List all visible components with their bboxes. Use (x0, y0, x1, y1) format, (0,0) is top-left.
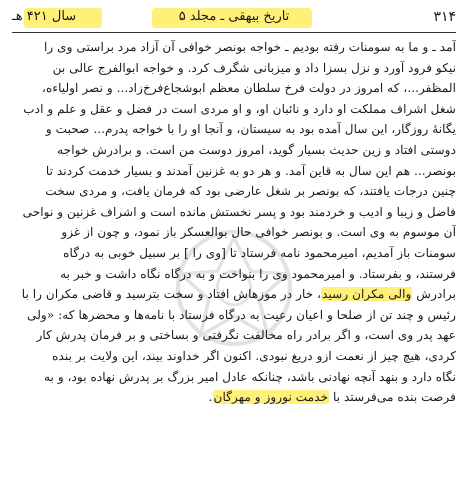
text-line: سومنات باز آمدیم، امیرمحمود نامه فرستاد تا [وی را ] بر سبیل خوبی به درگاه (63, 245, 456, 260)
page-header (12, 6, 456, 28)
text-segment: ، خار در موزهاش افتاد و سخت بترسید و قاضی مکران را با (21, 287, 322, 302)
text-line: چنین درجات یافتند، که بونصر بر شغل عارضی بود که فرمان یافت، و مردی سخت (45, 184, 456, 199)
text-line (14, 284, 456, 305)
text-line: نگاه دارد و بنهد آنچه نهادنی باشد، چنانکه عادل امیر بزرگ بر پدرش نهاده بود، و به (44, 369, 456, 384)
text-line: یگانهٔ روزگار، این سال آمده بود به سیستان، و آنجا او را با خواجه پدرم... صحبت و (45, 122, 456, 137)
text-line: المظفر...، که امروز در دولت فرخ سلطان معظم ابوشجاع‌فرخ‌زاد... و نصر اولیاءه، (42, 81, 456, 96)
main-text (14, 37, 456, 408)
text-line: فرستند، و بفرستاد. و امیرمحمود وی را بنواخت و به درگاه نگاه داشت و خبر به (60, 266, 456, 281)
text-line: عهد پدر وی است، و اگر برادر راه مخالفت نگرفتی و بساختی و بر فرمان پدرش کار (36, 328, 456, 343)
highlighted-phrase: خدمت نوروز و مهرگان (213, 390, 329, 405)
header-rule (12, 32, 456, 33)
text-line: بونصر... هم این سال به قاین آمد. و هر دو به غزنین آمدند و بسیار خدمت کردند تا (45, 163, 456, 178)
text-segment: فرصت بنده می‌فرستد با (329, 390, 456, 405)
text-line: دوستی افتاد و زین حدیث بسیار گوید، امروز دوست من است. و برادرش خواجه (57, 142, 456, 157)
page-number: ۳۱۴ (433, 9, 456, 25)
highlighted-phrase: والی مکران رسید (322, 287, 412, 302)
book-title: تاریخ بیهقی ـ مجلد ۵ (178, 9, 290, 24)
text-line: شغل اشراف مملکت او دارد و نائبان او، و او مردی است در فضل و عقل و علم و ادب (23, 101, 456, 116)
text-line: آمد ـ و ما به سومنات رفته بودیم ـ خواجه بونصر خوافی آن آزاد مرد براستی وی را (43, 40, 456, 54)
text-line: آن موسوم به وی است. و بونصر خوافی حال بوالعسکر باز نمود، و چون از غزو (61, 225, 456, 240)
text-line: فاضل و زیبا و ادیب و خردمند بود و پسر نخستش مانده است و اشراف غزنین و نواحی (22, 204, 456, 219)
text-line (14, 387, 456, 408)
text-segment: . (208, 390, 213, 405)
text-segment: برادرش (412, 287, 456, 302)
text-line: نیکو فرود آورد و نزل بسزا داد و میزبانی شگرف کرد. و خواجه ابوالفرج عالی بن (52, 60, 456, 75)
text-line: رئیس و چند تن از صلحا و اعیان رعیت به درگاه فرستاد با نامه‌ها و محضرها که: «ولی (27, 307, 456, 322)
year-label: سال ۴۲۱ هـ (12, 9, 77, 24)
text-line: کردی، هیچ چیز از نعمت ازو دریغ نبودی. اکنون اگر خداوند بیند، این ولایت بر بنده (52, 348, 456, 363)
